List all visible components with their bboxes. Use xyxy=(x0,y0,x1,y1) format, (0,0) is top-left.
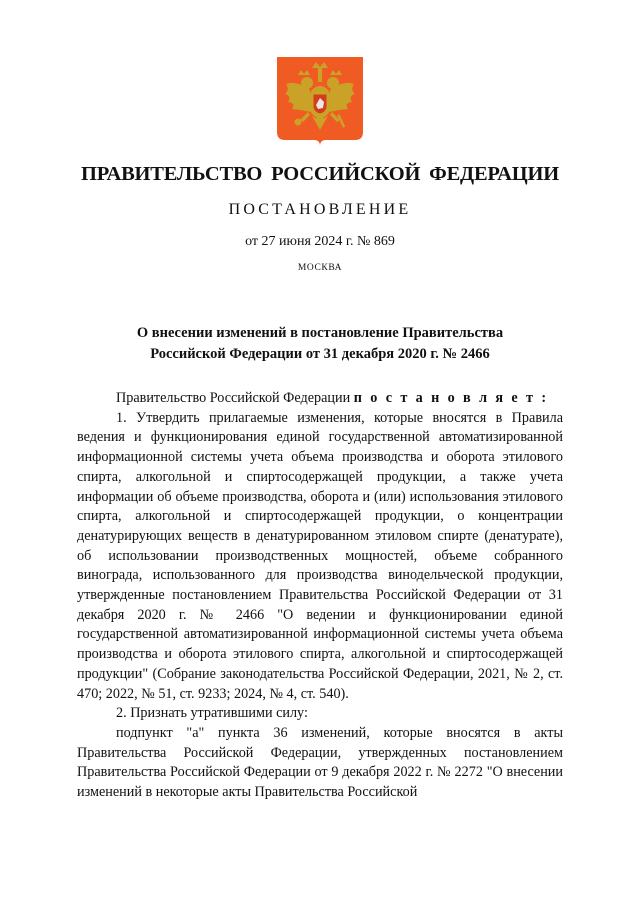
paragraph-item-1: 1. Утвердить прилагаемые изменения, которые вносятся в Правила ведения и функционирования единой государственной автоматизированной информационной системы учета объема производства и оборота этилового спирта, алкогольной и спиртосодержащей продукции, а также учета информации об объеме производства, оборота и (или) использования этилового спирта, алкогольной и спиртосодержащей продукции, о концентрации денатурирующих веществ в денатурированном этиловом спирте (денатурате), об использовании производственных мощностей, объеме собранного винограда, использованного для производства винодельческой продукции, утвержденные постановлением Правительства Российской Федерации от 31 декабря 2020 г. № 2466 "О ведении и функционировании единой государственной автоматизированной информационной системы учета объема производства и оборота этилового спирта, алкогольной и спиртосодержащей продукции" (Собрание законодательства Российской Федерации, 2021, № 2, ст. 470; 2022, № 51, ст. 9233; 2024, № 4, ст. 540). xyxy=(77,409,563,702)
city-name: МОСКВА xyxy=(297,263,343,273)
government-title: ПРАВИТЕЛЬСТВО РОССИЙСКОЙ ФЕДЕРАЦИИ xyxy=(81,163,559,185)
paragraph-item-2: 2. Признать утратившими силу: xyxy=(116,705,308,722)
decree-word: п о с т а н о в л я е т : xyxy=(353,390,549,406)
subject-line: О внесении изменений в постановление Правительства xyxy=(136,325,504,341)
document-body xyxy=(77,389,563,803)
paragraph-item-2-sub: подпункт "а" пункта 36 изменений, которые вносятся в акты Правительства Российской Федерации, утвержденных постановлением Правительства Российской Федерации от 9 декабря 2022 г. № 2272 "О внесении изменений в некоторые акты Правительства Российской xyxy=(77,724,563,801)
intro-text: Правительство Российской Федерации xyxy=(116,390,354,406)
document-date-number: от 27 июня 2024 г. № 869 xyxy=(245,234,395,249)
document-type: ПОСТАНОВЛЕНИЕ xyxy=(228,201,412,218)
intro-paragraph xyxy=(77,389,563,409)
subject-line: Российской Федерации от 31 декабря 2020 г. № 2466 xyxy=(150,346,490,362)
document-subject xyxy=(0,323,640,365)
coat-of-arms-of-russia-icon xyxy=(276,56,364,146)
